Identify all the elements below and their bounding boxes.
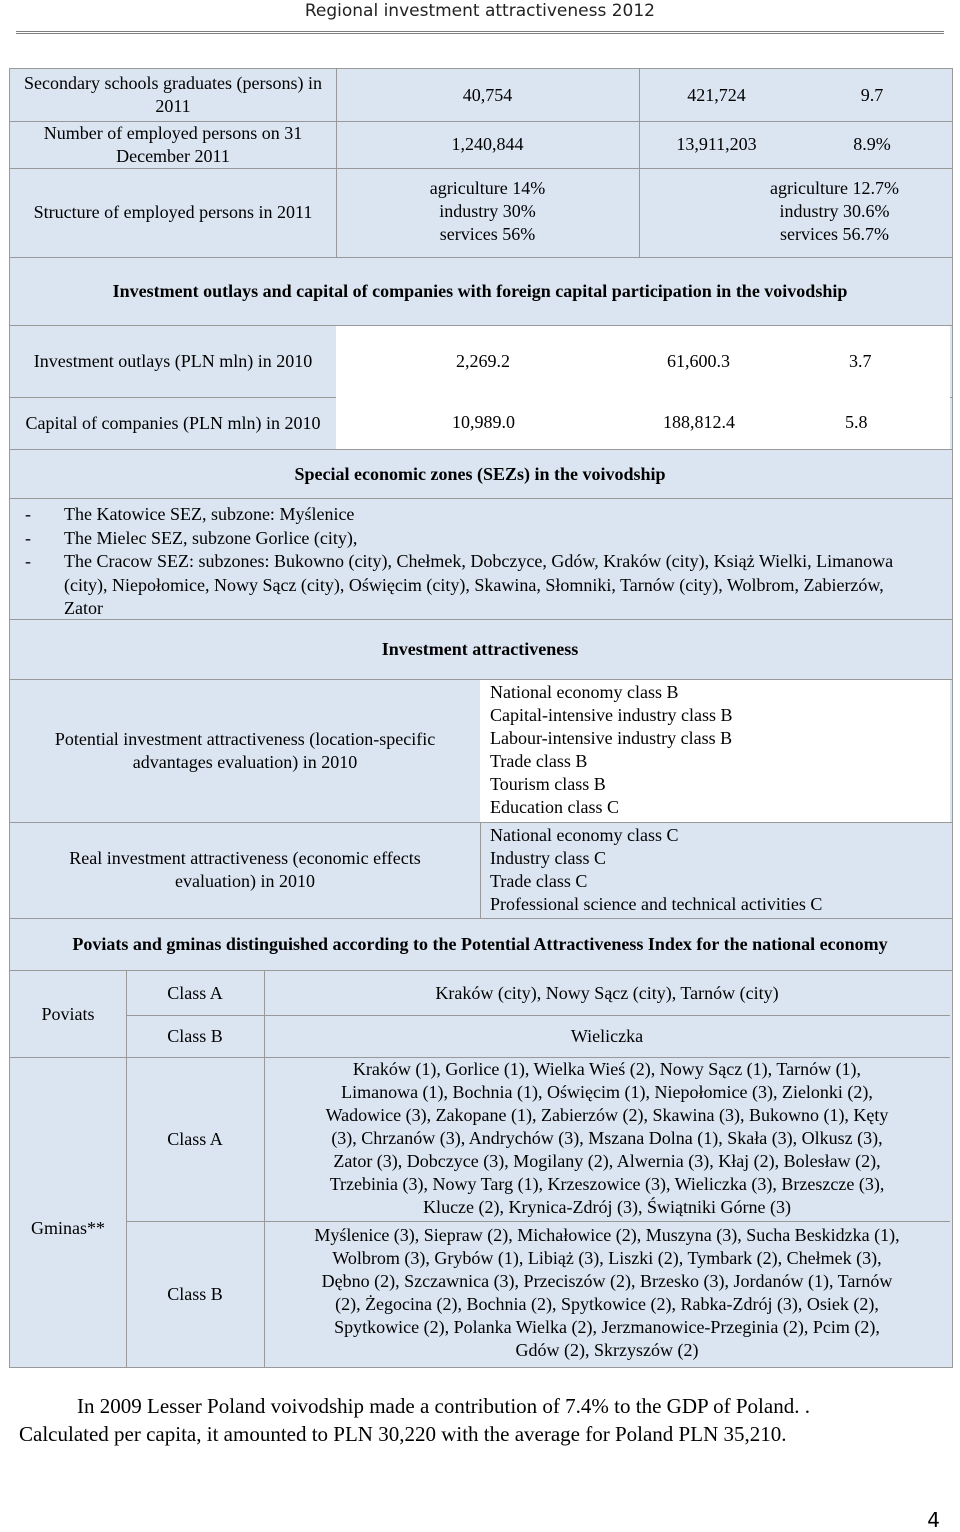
real-class-line: Trade class C — [490, 871, 588, 891]
potential-class-line: Tourism class B — [490, 774, 606, 794]
sez-items — [25, 503, 925, 621]
potential-class-line: Labour-intensive industry class B — [490, 728, 733, 748]
attractiveness-heading: Investment attractiveness — [381, 639, 579, 659]
outlays-share: 3.7 — [849, 351, 872, 371]
gmina-line: Dębno (2), Szczawnica (3), Przeciszów (2), Brzesko (3), Jordanów (1), Tarnów — [321, 1271, 893, 1291]
real-label: Real investment attractiveness (economic effects evaluation) in 2010 — [69, 848, 421, 891]
gmina-class-b-list — [264, 1221, 950, 1367]
real-class-line: Industry class C — [490, 848, 606, 868]
gmina-line: (3), Chrzanów (3), Andrychów (3), Mszana Dolna (1), Skała (3), Olkusz (3), — [331, 1128, 883, 1148]
structure-region-industry: industry 30% — [439, 201, 536, 221]
gdp-note-line1: In 2009 Lesser Poland voivodship made a contribution of 7.4% to the GDP of Poland. . — [77, 1394, 810, 1418]
gmina-line: Kraków (1), Gorlice (1), Wielka Wieś (2), Nowy Sącz (1), Tarnów (1), — [352, 1059, 862, 1079]
poviat-class-b-list: Wieliczka — [570, 1025, 644, 1046]
header-title: Regional investment attractiveness 2012 — [304, 1, 655, 21]
gmina-line: Wadowice (3), Zakopane (1), Zabierzów (2), Skawina (3), Bukowno (1), Kęty — [325, 1105, 889, 1125]
row-label-capital: Capital of companies (PLN mln) in 2010 — [25, 412, 321, 433]
outlays-region: 2,269.2 — [456, 351, 510, 371]
real-classes — [480, 822, 950, 918]
outlays-values — [336, 326, 950, 397]
row-label-outlays: Investment outlays (PLN mln) in 2010 — [33, 351, 313, 371]
gmina-class-b: Class B — [167, 1283, 223, 1304]
investment-table — [9, 68, 953, 1368]
row-employed-share: 8.9% — [853, 134, 891, 154]
gmina-class-a-list — [264, 1057, 950, 1221]
potential-class-line: Trade class B — [490, 751, 588, 771]
gmina-line: Trzebinia (3), Nowy Targ (1), Krzeszowice (3), Wieliczka (3), Brzeszcze (3), — [329, 1174, 885, 1194]
sez-heading: Special economic zones (SEZs) in the voivodship — [294, 463, 666, 484]
gmina-line: Spytkowice (2), Polanka Wielka (2), Jerzmanowice-Przeginia (2), Pcim (2), — [334, 1317, 880, 1337]
investment-rows — [10, 325, 952, 449]
gdp-note — [19, 1392, 941, 1448]
poviat-class-a-list: Kraków (city), Nowy Sącz (city), Tarnów (city) — [435, 982, 779, 1003]
real-class-line: Professional science and technical activities C — [490, 894, 823, 914]
structure-region-agriculture: agriculture 14% — [429, 178, 546, 198]
structure-poland-services: services 56.7% — [780, 224, 889, 244]
row-graduates-share: 9.7 — [860, 84, 884, 105]
gminas-label: Gminas** — [31, 1217, 105, 1238]
potential-class-line: Capital-intensive industry class B — [490, 705, 733, 725]
row-graduates-poland: 421,724 — [687, 84, 746, 105]
gmina-line: Klucze (2), Krynica-Zdrój (3), Świątniki Górne (3) — [423, 1197, 791, 1217]
potential-classes — [480, 680, 950, 822]
capital-region: 10,989.0 — [452, 412, 515, 432]
gmina-line: Myślenice (3), Siepraw (2), Michałowice (2), Muszyna (3), Sucha Beskidzka (1), — [314, 1225, 900, 1245]
sez-list — [10, 498, 952, 619]
structure-region-services: services 56% — [439, 224, 536, 244]
investment-heading: Investment outlays and capital of companies with foreign capital participation in the voivodship — [112, 281, 848, 301]
poviats-label: Poviats — [41, 1003, 95, 1024]
structure-poland — [639, 177, 950, 249]
sez-heading-row — [10, 449, 952, 498]
gmina-line: Limanowa (1), Bochnia (1), Oświęcim (1), Niepołomice (3), Zielonki (2), — [341, 1082, 873, 1102]
poviat-class-b: Class B — [167, 1025, 223, 1046]
real-class-line: National economy class C — [490, 825, 679, 845]
sez-item: - The Cracow SEZ: subzones: Bukowno (city), Chełmek, Dobczyce, Gdów, Kraków (city), Książ Wielki, Limanowa (city), Niepołomice, Nowy Sącz (city), Oświęcim (city), Skawina, Słomniki, Tarnów (city), Wolbrom, Zabierzów, Zator — [25, 551, 894, 618]
potential-class-line: Education class C — [490, 797, 619, 817]
row-employed-region: 1,240,844 — [451, 134, 524, 154]
investment-heading-row — [10, 257, 952, 325]
sez-item: - The Mielec SEZ, subzone Gorlice (city), — [25, 527, 358, 548]
attractiveness-rows — [10, 679, 952, 918]
row-label-graduates: Secondary schools graduates (persons) in 2011 — [24, 73, 322, 116]
outlays-poland: 61,600.3 — [667, 351, 730, 371]
row-label-employed: Number of employed persons on 31 December 2011 — [43, 122, 303, 166]
gmina-class-a: Class A — [167, 1128, 223, 1149]
sez-item: - The Katowice SEZ, subzone: Myślenice — [25, 504, 355, 524]
poviats-heading-row — [10, 918, 952, 970]
capital-share: 5.8 — [845, 412, 868, 432]
poviats-gminas-rows — [10, 970, 952, 1367]
header-rule — [16, 31, 944, 34]
structure-poland-industry: industry 30.6% — [779, 201, 890, 221]
top-rows-section — [10, 69, 952, 257]
gmina-line: Gdów (2), Skrzyszów (2) — [515, 1340, 699, 1360]
gdp-note-line2: Calculated per capita, it amounted to PLN 30,220 with the average for Poland PLN 35,210. — [19, 1422, 787, 1446]
potential-class-line: National economy class B — [490, 682, 679, 702]
structure-region — [336, 177, 639, 249]
gmina-line: (2), Żegocina (2), Bochnia (2), Spytkowice (2), Rabka-Zdrój (3), Osiek (2), — [335, 1294, 879, 1314]
attractiveness-heading-row — [10, 619, 952, 679]
gmina-line: Wolbrom (3), Grybów (1), Libiąż (3), Liszki (2), Tymbark (2), Chełmek (3), — [332, 1248, 882, 1268]
row-employed-poland: 13,911,203 — [676, 134, 757, 154]
poviat-class-a: Class A — [167, 982, 223, 1003]
poviats-heading: Poviats and gminas distinguished according to the Potential Attractiveness Index for the national economy — [72, 934, 888, 954]
row-graduates-region: 40,754 — [462, 84, 513, 105]
page-header — [0, 0, 960, 36]
gmina-line: Zator (3), Dobczyce (3), Mogilany (2), Alwernia (3), Kłaj (2), Bolesław (2), — [333, 1151, 881, 1171]
row-label-structure: Structure of employed persons in 2011 — [33, 202, 313, 222]
capital-values — [336, 397, 950, 449]
capital-poland: 188,812.4 — [663, 412, 735, 432]
structure-poland-agriculture: agriculture 12.7% — [770, 178, 899, 198]
page-number: 4 — [927, 1508, 940, 1532]
potential-label: Potential investment attractiveness (location-specific advantages evaluation) in 2010 — [54, 729, 436, 772]
